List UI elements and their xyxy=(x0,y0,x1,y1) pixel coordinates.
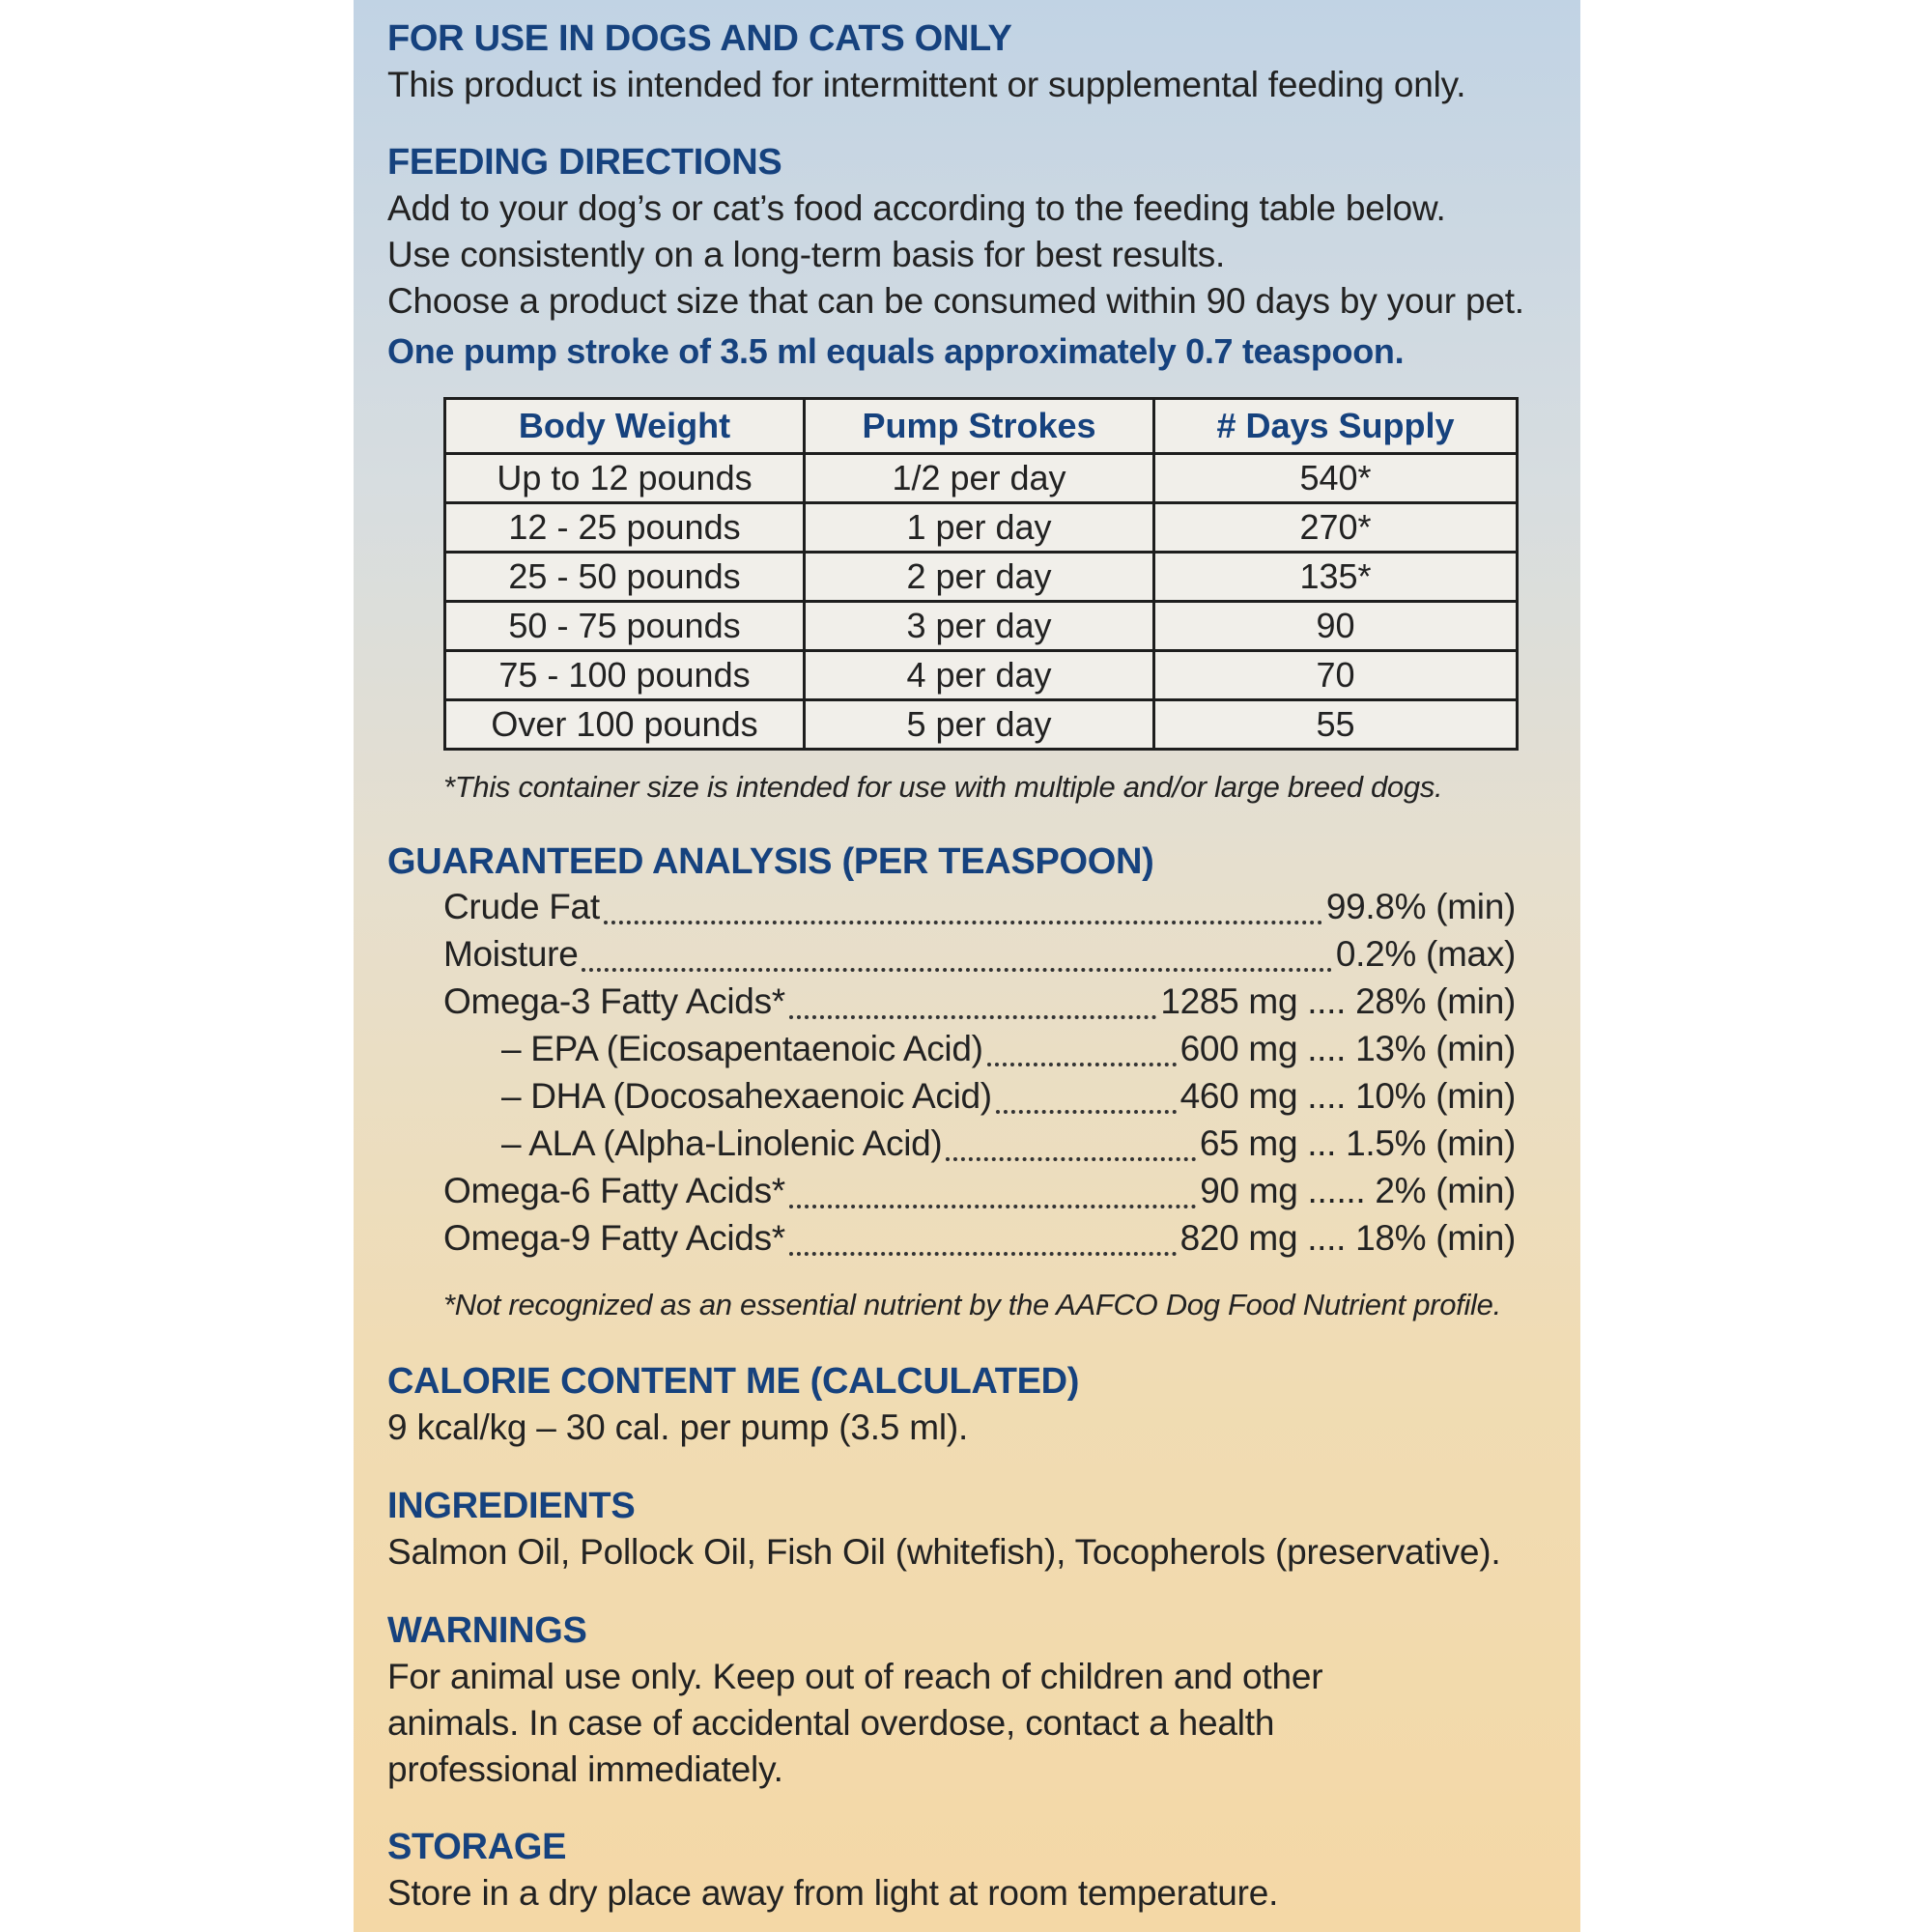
warnings-line: For animal use only. Keep out of reach of children and other xyxy=(387,1657,1323,1696)
days-supply-cell: 70 xyxy=(1154,651,1518,700)
warnings-line: professional immediately. xyxy=(387,1749,783,1789)
analysis-value: 65 mg ... 1.5% (min) xyxy=(1199,1123,1516,1163)
analysis-label: Moisture xyxy=(443,934,579,974)
warnings-section xyxy=(387,1607,1322,1793)
ingredients-heading: INGREDIENTS xyxy=(387,1486,636,1526)
body-weight-cell: 12 - 25 pounds xyxy=(445,503,805,553)
analysis-label: Crude Fat xyxy=(443,887,600,926)
storage-section xyxy=(387,1824,1278,1917)
feeding-heading: FEEDING DIRECTIONS xyxy=(387,142,782,183)
body-weight-cell: 50 - 75 pounds xyxy=(445,602,805,651)
storage-text: Store in a dry place away from light at room temperature. xyxy=(387,1873,1279,1913)
analysis-heading: GUARANTEED ANALYSIS (PER TEASPOON) xyxy=(387,841,1154,882)
feeding-line: Use consistently on a long-term basis for best results. xyxy=(387,235,1226,274)
dot-leader xyxy=(789,1252,1177,1256)
days-supply-cell: 135* xyxy=(1154,553,1518,602)
dot-leader xyxy=(604,921,1322,924)
days-supply-cell: 540* xyxy=(1154,454,1518,503)
pump-strokes-cell: 2 per day xyxy=(805,553,1154,602)
pump-strokes-cell: 5 per day xyxy=(805,700,1154,750)
use-section xyxy=(387,15,1465,108)
analysis-label: Omega-9 Fatty Acids* xyxy=(443,1218,785,1258)
analysis-row xyxy=(443,1076,1516,1123)
ingredients-text: Salmon Oil, Pollock Oil, Fish Oil (whitefish), Tocopherols (preservative). xyxy=(387,1532,1501,1572)
dot-leader xyxy=(582,968,1331,972)
analysis-label: – ALA (Alpha-Linolenic Acid) xyxy=(501,1123,943,1163)
feeding-line: Add to your dog’s or cat’s food according to the feeding table below. xyxy=(387,188,1446,228)
analysis-value: 90 mg ...... 2% (min) xyxy=(1200,1171,1516,1210)
analysis-row xyxy=(443,1218,1516,1265)
body-weight-cell: Over 100 pounds xyxy=(445,700,805,750)
dot-leader xyxy=(789,1205,1196,1208)
analysis-value: 0.2% (max) xyxy=(1335,934,1516,974)
pump-strokes-cell: 1/2 per day xyxy=(805,454,1154,503)
ingredients-section xyxy=(387,1483,1500,1576)
warnings-line: animals. In case of accidental overdose, contact a health xyxy=(387,1703,1275,1743)
table-row xyxy=(445,700,1518,750)
dot-leader xyxy=(946,1157,1195,1161)
column-header: # Days Supply xyxy=(1154,399,1518,454)
product-label-panel xyxy=(354,0,1580,1932)
analysis-label: Omega-6 Fatty Acids* xyxy=(443,1171,785,1210)
analysis-label: – EPA (Eicosapentaenoic Acid) xyxy=(501,1029,983,1068)
table-footnote: *This container size is intended for use with multiple and/or large breed dogs. xyxy=(443,770,1443,804)
table-header-row xyxy=(445,399,1518,454)
storage-heading: STORAGE xyxy=(387,1827,567,1867)
analysis-value: 600 mg .... 13% (min) xyxy=(1179,1029,1516,1068)
dot-leader xyxy=(789,1015,1156,1019)
pump-strokes-cell: 4 per day xyxy=(805,651,1154,700)
pump-strokes-cell: 1 per day xyxy=(805,503,1154,553)
dot-leader xyxy=(996,1110,1177,1114)
feeding-line: Choose a product size that can be consumed within 90 days by your pet. xyxy=(387,281,1524,321)
analysis-label: Omega-3 Fatty Acids* xyxy=(443,981,785,1021)
days-supply-cell: 90 xyxy=(1154,602,1518,651)
table-row xyxy=(445,454,1518,503)
analysis-row xyxy=(443,1123,1516,1171)
table-row xyxy=(445,553,1518,602)
analysis-row xyxy=(443,934,1516,981)
analysis-row xyxy=(443,1171,1516,1218)
analysis-row xyxy=(443,981,1516,1029)
analysis-value: 820 mg .... 18% (min) xyxy=(1179,1218,1516,1258)
analysis-value: 99.8% (min) xyxy=(1325,887,1516,926)
pump-strokes-cell: 3 per day xyxy=(805,602,1154,651)
calorie-heading: CALORIE CONTENT ME (CALCULATED) xyxy=(387,1361,1080,1402)
dot-leader xyxy=(987,1063,1177,1066)
days-supply-cell: 55 xyxy=(1154,700,1518,750)
table-row xyxy=(445,651,1518,700)
calorie-section xyxy=(387,1358,1079,1451)
body-weight-cell: Up to 12 pounds xyxy=(445,454,805,503)
analysis-value: 1285 mg .... 28% (min) xyxy=(1160,981,1516,1021)
analysis-list xyxy=(443,887,1516,1265)
analysis-value: 460 mg .... 10% (min) xyxy=(1179,1076,1516,1116)
pump-note: One pump stroke of 3.5 ml equals approximately 0.7 teaspoon. xyxy=(387,331,1405,371)
feeding-section xyxy=(387,139,1524,375)
analysis-row xyxy=(443,1029,1516,1076)
table-row xyxy=(445,503,1518,553)
table-row xyxy=(445,602,1518,651)
use-text: This product is intended for intermittent or supplemental feeding only. xyxy=(387,65,1466,104)
analysis-row xyxy=(443,887,1516,934)
warnings-heading: WARNINGS xyxy=(387,1610,587,1651)
body-weight-cell: 25 - 50 pounds xyxy=(445,553,805,602)
feeding-table xyxy=(443,397,1519,751)
body-weight-cell: 75 - 100 pounds xyxy=(445,651,805,700)
use-heading: FOR USE IN DOGS AND CATS ONLY xyxy=(387,18,1012,59)
days-supply-cell: 270* xyxy=(1154,503,1518,553)
calorie-text: 9 kcal/kg – 30 cal. per pump (3.5 ml). xyxy=(387,1407,969,1447)
analysis-heading-block xyxy=(387,838,1154,885)
column-header: Pump Strokes xyxy=(805,399,1154,454)
column-header: Body Weight xyxy=(445,399,805,454)
analysis-footnote: *Not recognized as an essential nutrient by the AAFCO Dog Food Nutrient profile. xyxy=(443,1288,1501,1321)
analysis-label: – DHA (Docosahexaenoic Acid) xyxy=(501,1076,992,1116)
